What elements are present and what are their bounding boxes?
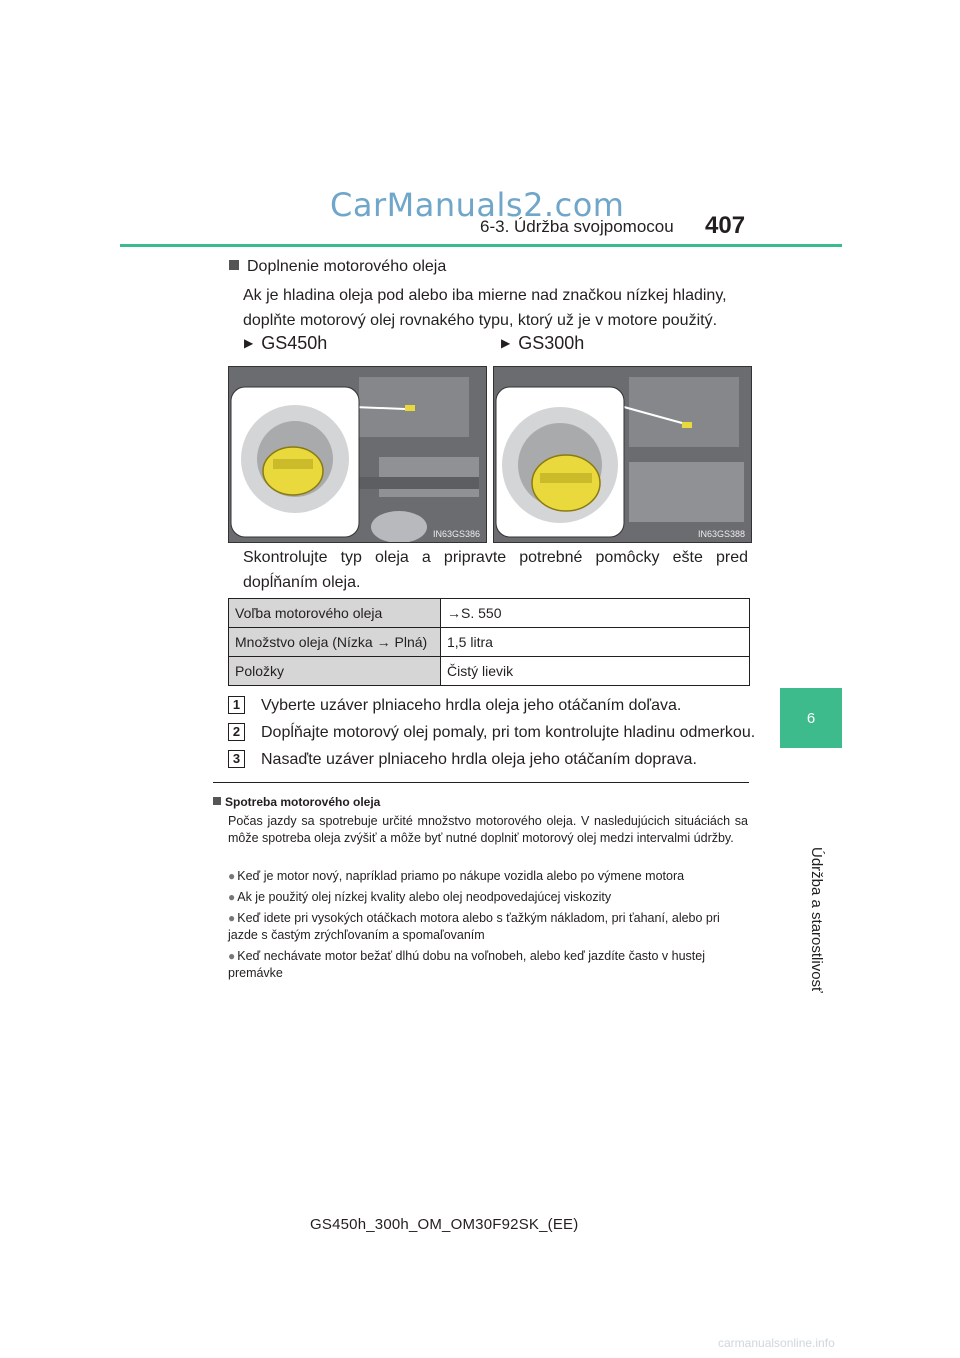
note-heading-text: Spotreba motorového oleja [225,795,381,809]
chapter-label: Údržba a starostlivosť [808,847,825,993]
section-heading-text: Doplnenie motorového oleja [247,258,447,275]
note-heading [213,795,380,809]
engine-photo-gs300h [493,366,752,543]
engine-photo-gs450h [228,366,487,543]
image-code: IN63GS386 [432,529,480,539]
watermark-logo: CarManuals2.com [330,186,625,224]
watermark-footer: carmanualsonline.info [718,1336,835,1350]
note-bullet-item [228,889,750,906]
table-label: Množstvo oleja (Nízka → Plná) [229,628,441,657]
circle-bullet-icon: ● [228,869,236,883]
step-3 [228,750,697,769]
intro-paragraph: Ak je hladina oleja pod alebo iba mierne nad značkou nízkej hladiny, doplňte motorový olej rovnakého typu, ktorý už je v motore použitý. [243,287,727,329]
step-number: 2 [228,723,245,741]
image-code: IN63GS388 [697,529,745,539]
note-bullet-text: Keď je motor nový, napríklad priamo po nákupe vozidla alebo po výmene motora [237,869,685,883]
table-value: 1,5 litra [441,628,750,657]
table-row [229,599,750,628]
variant-name: GS300h [518,333,585,353]
check-paragraph: Skontrolujte typ oleja a pripravte potrebné pomôcky ešte pred dopĺňaním oleja. [243,549,748,591]
table-label: Voľba motorového oleja [229,599,441,628]
step-text: Dopĺňajte motorový olej pomaly, pri tom kontrolujte hladinu odmerkou. [261,724,756,741]
step-1 [228,696,681,715]
variant-label-gs300h [501,333,584,354]
circle-bullet-icon: ● [228,890,236,904]
table-row [229,628,750,657]
triangle-bullet-icon: ▶ [501,336,511,350]
note-divider [213,782,749,783]
chapter-number: 6 [806,710,816,727]
step-text: Vyberte uzáver plniaceho hrdla oleja jeho otáčaním doľava. [261,697,682,714]
section-heading [229,258,446,276]
step-text: Nasaďte uzáver plniaceho hrdla oleja jeho otáčaním doprava. [261,751,697,768]
step-2 [228,723,755,742]
table-value: →S. 550 [441,599,750,628]
section-title: 6-3. Údržba svojpomocou [480,217,674,236]
note-bullet-item [228,948,750,982]
oil-info-table [228,598,750,686]
header-divider [120,244,842,247]
table-row [229,657,750,686]
table-value: Čistý lievik [441,657,750,686]
note-bullet-text: Keď idete pri vysokých otáčkach motora alebo s ťažkým nákladom, pri ťahaní, alebo pri jazde s častým zrýchľovaním a spomaľovaním [228,911,720,942]
engine-illustration [229,367,486,542]
table-label: Položky [229,657,441,686]
page-number: 407 [705,212,746,239]
square-bullet-icon [213,797,221,805]
square-bullet-icon [229,260,239,270]
note-paragraph: Počas jazdy sa spotrebuje určité množstvo motorového oleja. V nasledujúcich situáciách sa môže spotreba oleja zvýšiť a môže byť nutné doplniť motorový olej medzi intervalmi údržby. [228,814,748,845]
triangle-bullet-icon: ▶ [244,336,254,350]
variant-label-gs450h [244,333,327,354]
circle-bullet-icon: ● [228,911,236,925]
document-code-footer: GS450h_300h_OM_OM30F92SK_(EE) [310,1216,579,1233]
note-bullet-text: Keď nechávate motor bežať dlhú dobu na voľnobeh, alebo keď jazdíte často v hustej premávke [228,949,706,980]
engine-illustration [494,367,751,542]
variant-name: GS450h [261,333,328,353]
step-number: 1 [228,696,245,714]
note-bullet-item [228,868,750,885]
note-bullet-text: Ak je použitý olej nízkej kvality alebo olej neodpovedajúcej viskozity [237,890,612,904]
circle-bullet-icon: ● [228,949,236,963]
step-number: 3 [228,750,245,768]
note-bullet-item [228,910,750,944]
